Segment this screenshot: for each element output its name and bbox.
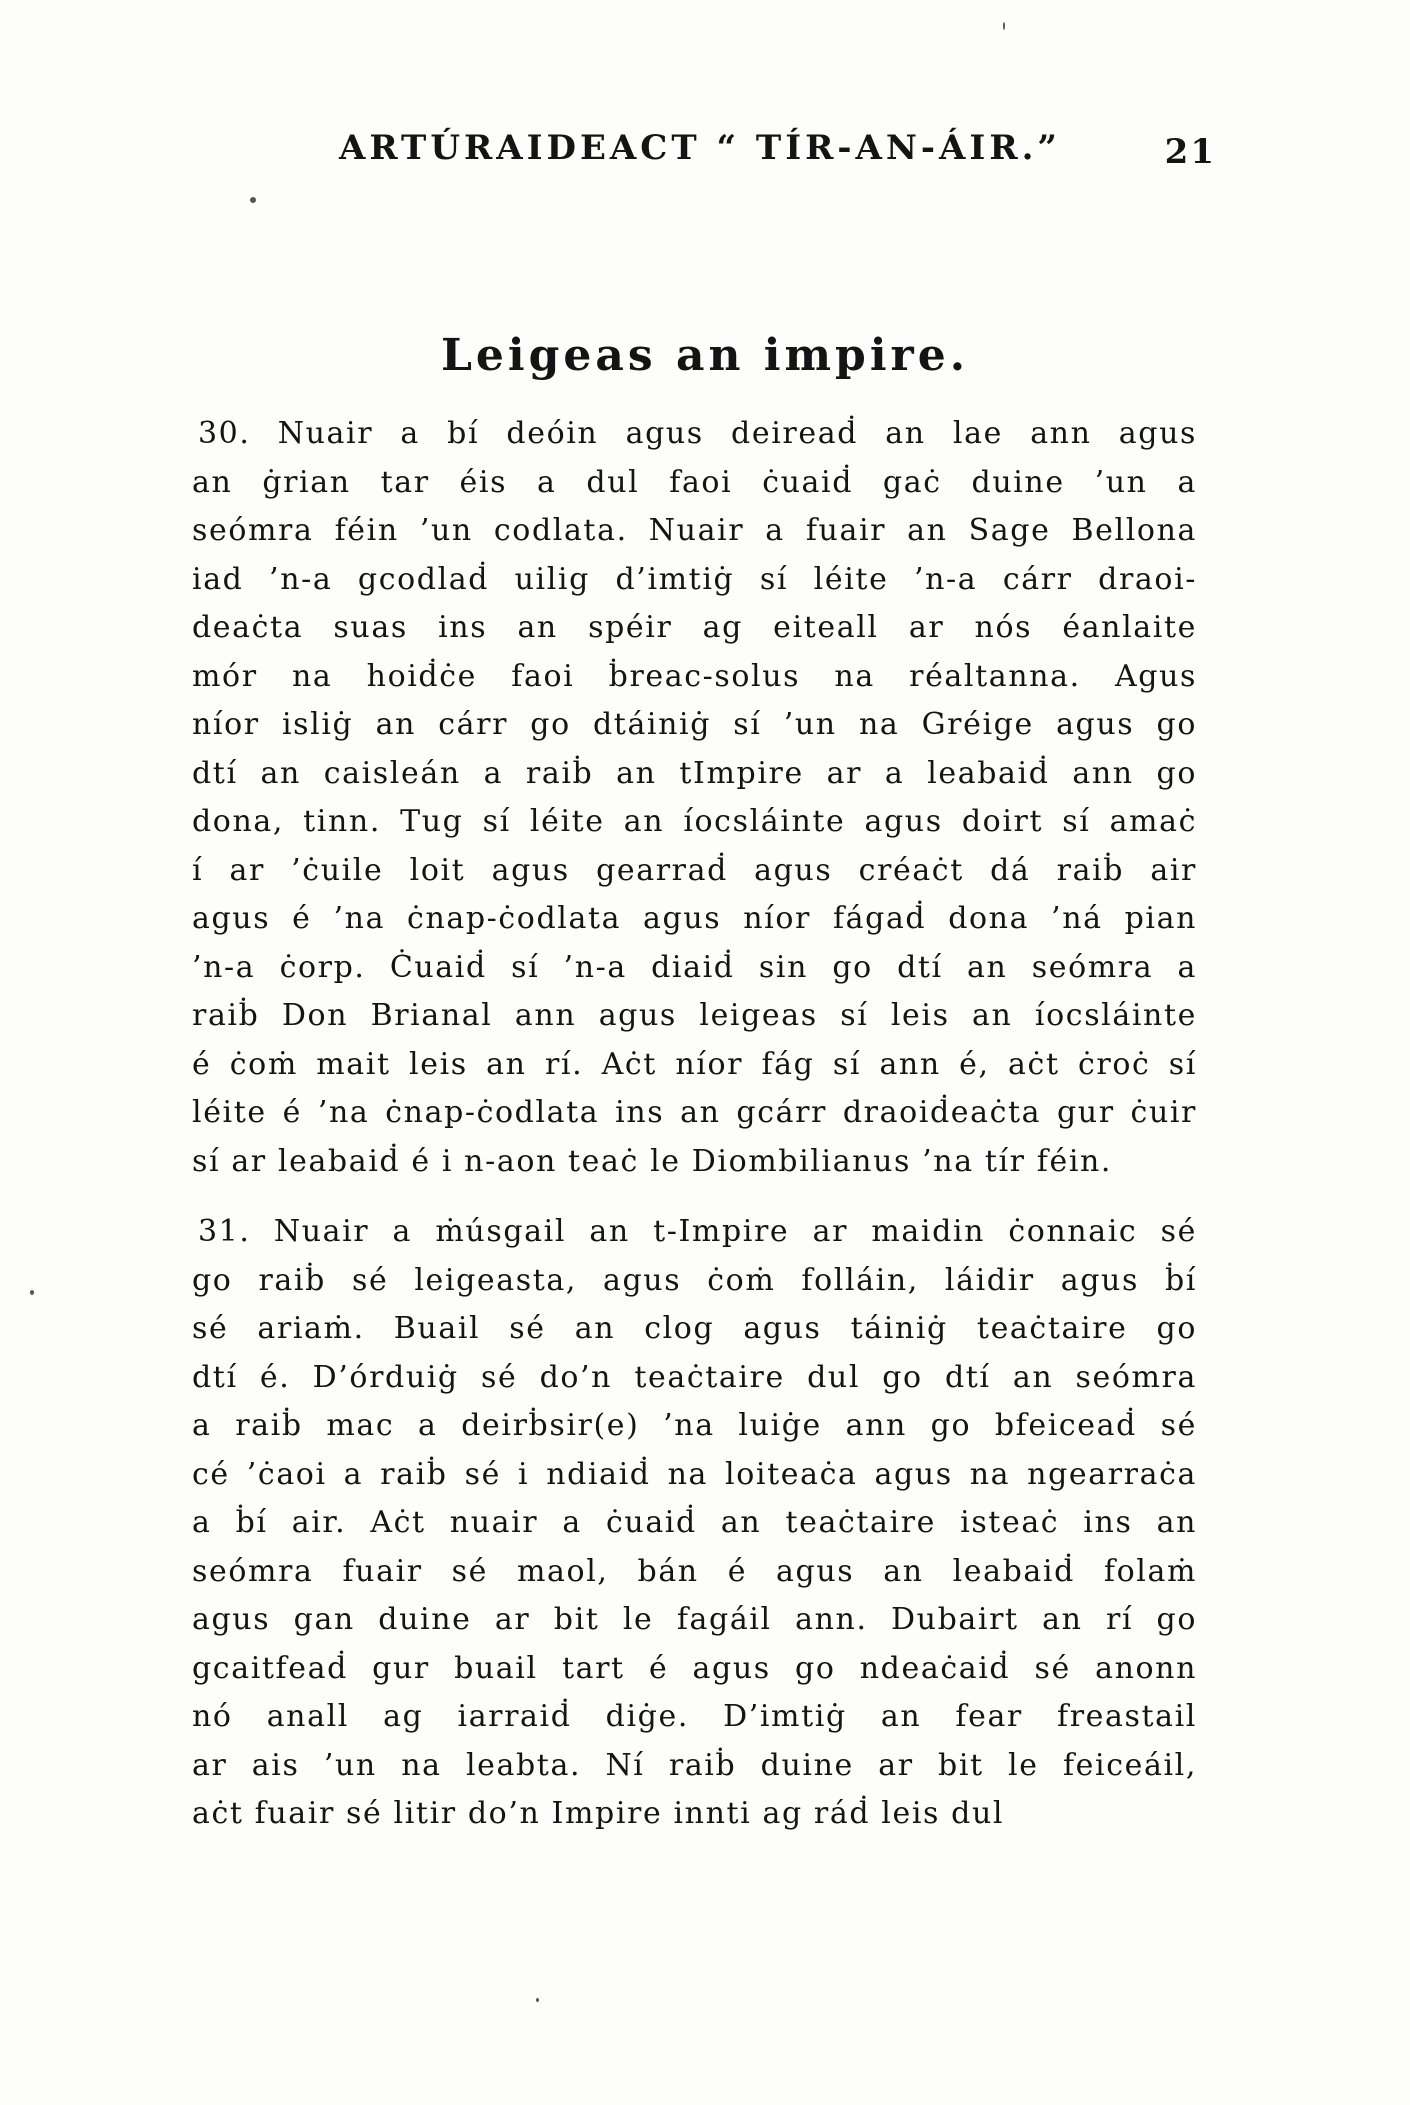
text-line: sí ar leabaiḋ é i n-aon teaċ le Diombilianus ’na tír féin. (192, 1143, 1113, 1179)
text-line: mór na hoiḋċe faoi ḃreac-solus na réaltanna. Agus (192, 658, 1197, 694)
scan-speck (1003, 22, 1005, 30)
text-line: a raiḃ mac a deirḃsir(e) ’na luiġe ann go bfeiceaḋ sé (192, 1408, 1197, 1443)
text-line: ’n-a ċorp. Ċuaiḋ sí ’n-a diaiḋ sin go dtí an seómra a (192, 949, 1197, 985)
text-line: aċt fuair sé litir do’n Impire innti ag ráḋ leis dul (192, 1796, 1005, 1831)
text-line: dtí é. D’órduiġ sé do’n teaċtaire dul go dtí an seómra (192, 1359, 1197, 1395)
scan-speck (30, 1290, 34, 1295)
scan-speck (250, 197, 256, 203)
page-number: 21 (1164, 132, 1216, 172)
text-line: deaċta suas ins an spéir ag eiteall ar nós éanlaite (192, 610, 1197, 645)
text-line: seómra féin ’un codlata. Nuair a fuair an Sage Bellona (192, 513, 1197, 548)
text-line: 31. Nuair a ṁúsgail an t-Impire ar maidin ċonnaic sé (198, 1214, 1197, 1249)
text-line: seómra fuair sé maol, bán é agus an leabaiḋ folaṁ (192, 1553, 1197, 1589)
text-line: cé ’ċaoi a raiḃ sé i ndiaiḋ na loiteaċa agus na ngearraċa (192, 1456, 1197, 1492)
text-line: léite é ’na ċnap-ċodlata ins an gcárr draoiḋeaċta gur ċuir (192, 1095, 1197, 1130)
text-line: 30. Nuair a bí deóin agus deireaḋ an lae ann agus (198, 416, 1197, 451)
text-line: agus gan duine ar bit le fagáil ann. Dubairt an rí go (192, 1602, 1197, 1637)
section-heading: Leigeas an impire. (440, 330, 970, 381)
scan-speck (536, 1998, 539, 2002)
text-line: gcaitfeaḋ gur buail tart é agus go ndeaċaiḋ sé anonn (192, 1650, 1197, 1686)
text-line: ar ais ’un na leabta. Ní raiḃ duine ar bit le feiceáil, (192, 1747, 1197, 1783)
text-line: níor isliġ an cárr go dtáiniġ sí ’un na Gréige agus go (192, 707, 1197, 742)
text-line: sé ariaṁ. Buail sé an clog agus táiniġ teaċtaire go (192, 1311, 1197, 1346)
text-line: iad ’n-a gcodlaḋ uilig d’imtiġ sí léite ’n-a cárr draoi- (192, 561, 1197, 597)
text-line: dtí an caisleán a raiḃ an tImpire ar a leabaiḋ ann go (192, 755, 1197, 791)
text-line: a ḃí air. Aċt nuair a ċuaiḋ an teaċtaire isteaċ ins an (192, 1505, 1197, 1540)
text-line: é ċoṁ mait leis an rí. Aċt níor fág sí ann é, aċt ċroċ sí (192, 1046, 1197, 1082)
text-line: go raiḃ sé leigeasta, agus ċoṁ folláin, láidir agus ḃí (192, 1262, 1197, 1298)
running-header (190, 128, 1216, 178)
text-line: í ar ’ċuile loit agus gearraḋ agus créaċt dá raiḃ air (192, 852, 1197, 888)
body-text (192, 410, 1197, 1861)
text-line: agus é ’na ċnap-ċodlata agus níor fágaḋ dona ’ná pian (192, 901, 1197, 936)
running-title: ARTÚRAIDEACT “ TÍR-AN-ÁIR.” (339, 128, 1061, 168)
paragraph-31 (192, 1208, 1197, 1839)
text-line: an ġrian tar éis a dul faoi ċuaiḋ gaċ duine ’un a (192, 464, 1197, 500)
paragraph-30 (192, 410, 1197, 1186)
text-line: nó anall ag iarraiḋ diġe. D’imtiġ an fear freastail (192, 1699, 1197, 1734)
text-line: raiḃ Don Brianal ann agus leigeas sí leis an íocsláinte (192, 998, 1197, 1033)
text-line: dona, tinn. Tug sí léite an íocsláinte agus doirt sí amaċ (192, 804, 1197, 839)
